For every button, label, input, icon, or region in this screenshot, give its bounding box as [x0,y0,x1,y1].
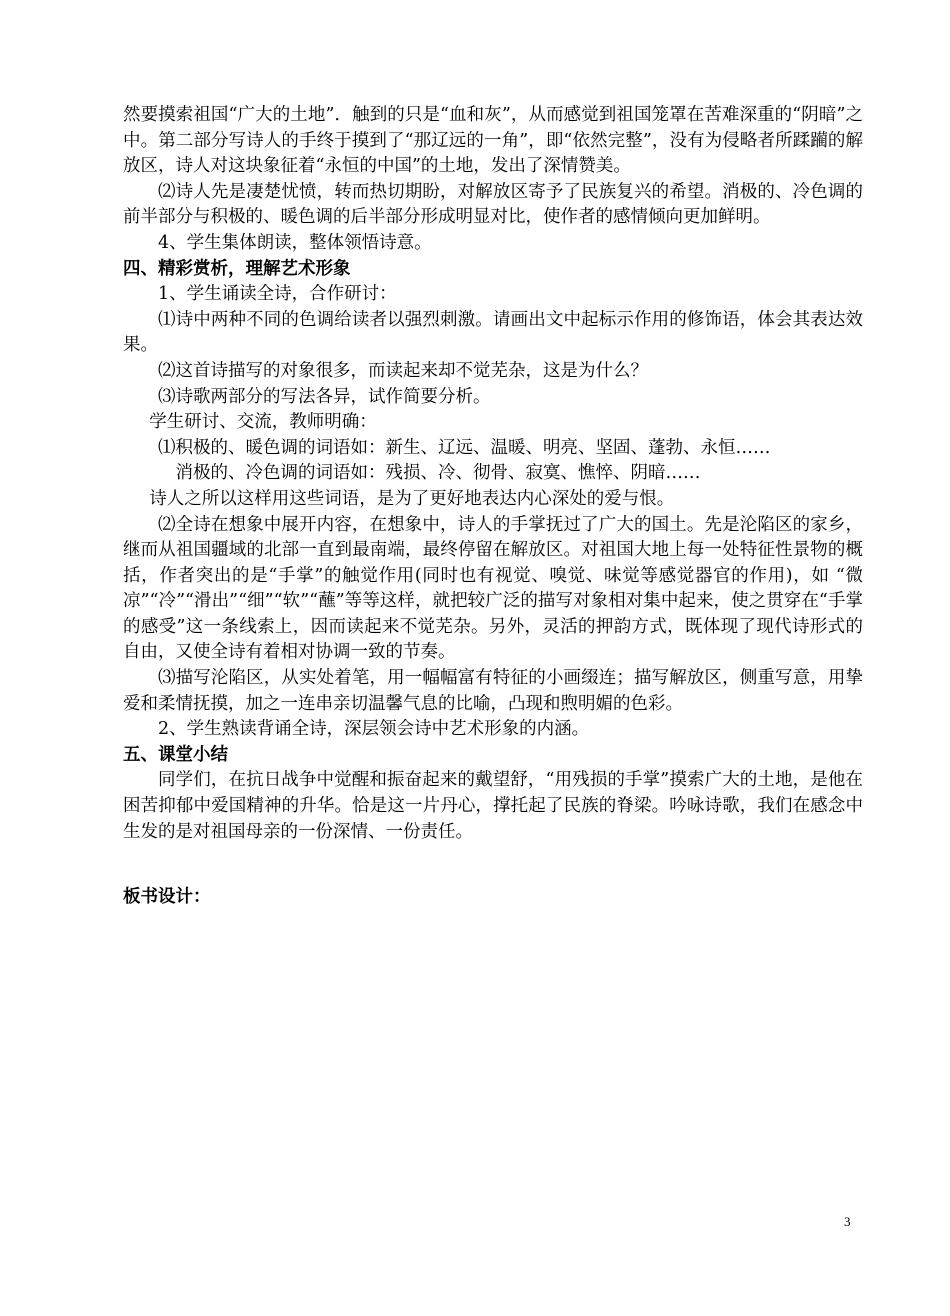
paragraph-discussion-intro: 学生研讨、交流，教师明确： [149,412,377,433]
paragraph-recitation: 2、学生熟读背诵全诗，深层领会诗中艺术形象的内涵。 [158,719,590,740]
paragraph-study-task: 1、学生诵读全诗，合作研讨： [158,284,397,305]
answer-1-warm-words: ⑴积极的、暖色调的词语如：新生、辽远、温暖、明亮、坚固、蓬勃、永恒…… [158,437,771,458]
answer-1-cold-words: 消极的、冷色调的词语如：残损、冷、彻骨、寂寞、憔悴、阴暗…… [175,463,701,484]
paragraph-group-reading: 4、学生集体朗读，整体领悟诗意。 [158,232,432,253]
question-2: ⑵这首诗描写的对象很多，而读起来却不觉芜杂，这是为什么？ [158,360,648,381]
answer-2: ⑵全诗在想象中展开内容，在想象中，诗人的手掌抚过了广大的国土。先是沦陷区的家乡，继而从祖国疆域的北部一直到最南端，最终停留在解放区。对祖国大地上每一处特征性景物的概括，作者突出的是“手掌”的触觉作用(同时也有视觉、嗅觉、味觉等感觉器官的作用)，如 “微凉”“冷”“滑出”“细”“软”“蘸”等等这样，就把较广泛的描写对象相对集中起来，使之贯穿在“手掌的感受”这一条线索上，因而读起来不觉芜杂。另外，灵活的押韵方式，既体现了现代诗形式的自由，又使全诗有着相对协调一致的节奏。 [123,514,863,663]
spacer [123,845,863,885]
paragraph-emotion-contrast: ⑵诗人先是凄楚忧愤，转而热切期盼，对解放区寄予了民族复兴的希望。消极的、冷色调的前半部分与积极的、暖色调的后半部分形成明显对比，使作者的感情倾向更加鲜明。 [123,181,863,228]
section-heading-summary: 五、课堂小结 [123,744,228,765]
paragraph-poem-analysis-continued: 然要摸索祖国“广大的土地”．触到的只是“血和灰”，从而感觉到祖国笼罩在苦难深重的“阴暗”之中。第二部分写诗人的手终于摸到了“那辽远的一角”，即“依然完整”，没有为侵略者所蹂躏的解放区，诗人对这块象征着“永恒的中国”的土地，发出了深情赞美。 [123,105,863,177]
page-number: 3 [844,1214,851,1229]
answer-3: ⑶描写沦陷区，从实处着笔，用一幅幅富有特征的小画缀连；描写解放区，侧重写意，用挚爱和柔情抚摸，加之一连串亲切温馨气息的比喻，凸现和煦明媚的色彩。 [123,668,863,714]
document-body [123,103,863,911]
section-heading-appreciation: 四、精彩赏析，理解艺术形象 [123,258,351,279]
board-design-label: 板书设计： [123,887,211,908]
answer-1-summary: 诗人之所以这样用这些词语，是为了更好地表达内心深处的爱与恨。 [149,488,675,509]
question-1: ⑴诗中两种不同的色调给读者以强烈刺激。请画出文中起标示作用的修饰语，体会其表达效果。 [123,309,863,356]
paragraph-class-summary: 同学们，在抗日战争中觉醒和振奋起来的戴望舒，“用残损的手掌”摸索广大的土地，是他在困苦抑郁中爱国精神的升华。恰是这一片丹心，撑托起了民族的脊梁。吟咏诗歌，我们在感念中生发的是对祖国母亲的一份深情、一份责任。 [123,770,863,842]
question-3: ⑶诗歌两部分的写法各异，试作简要分析。 [158,386,491,407]
